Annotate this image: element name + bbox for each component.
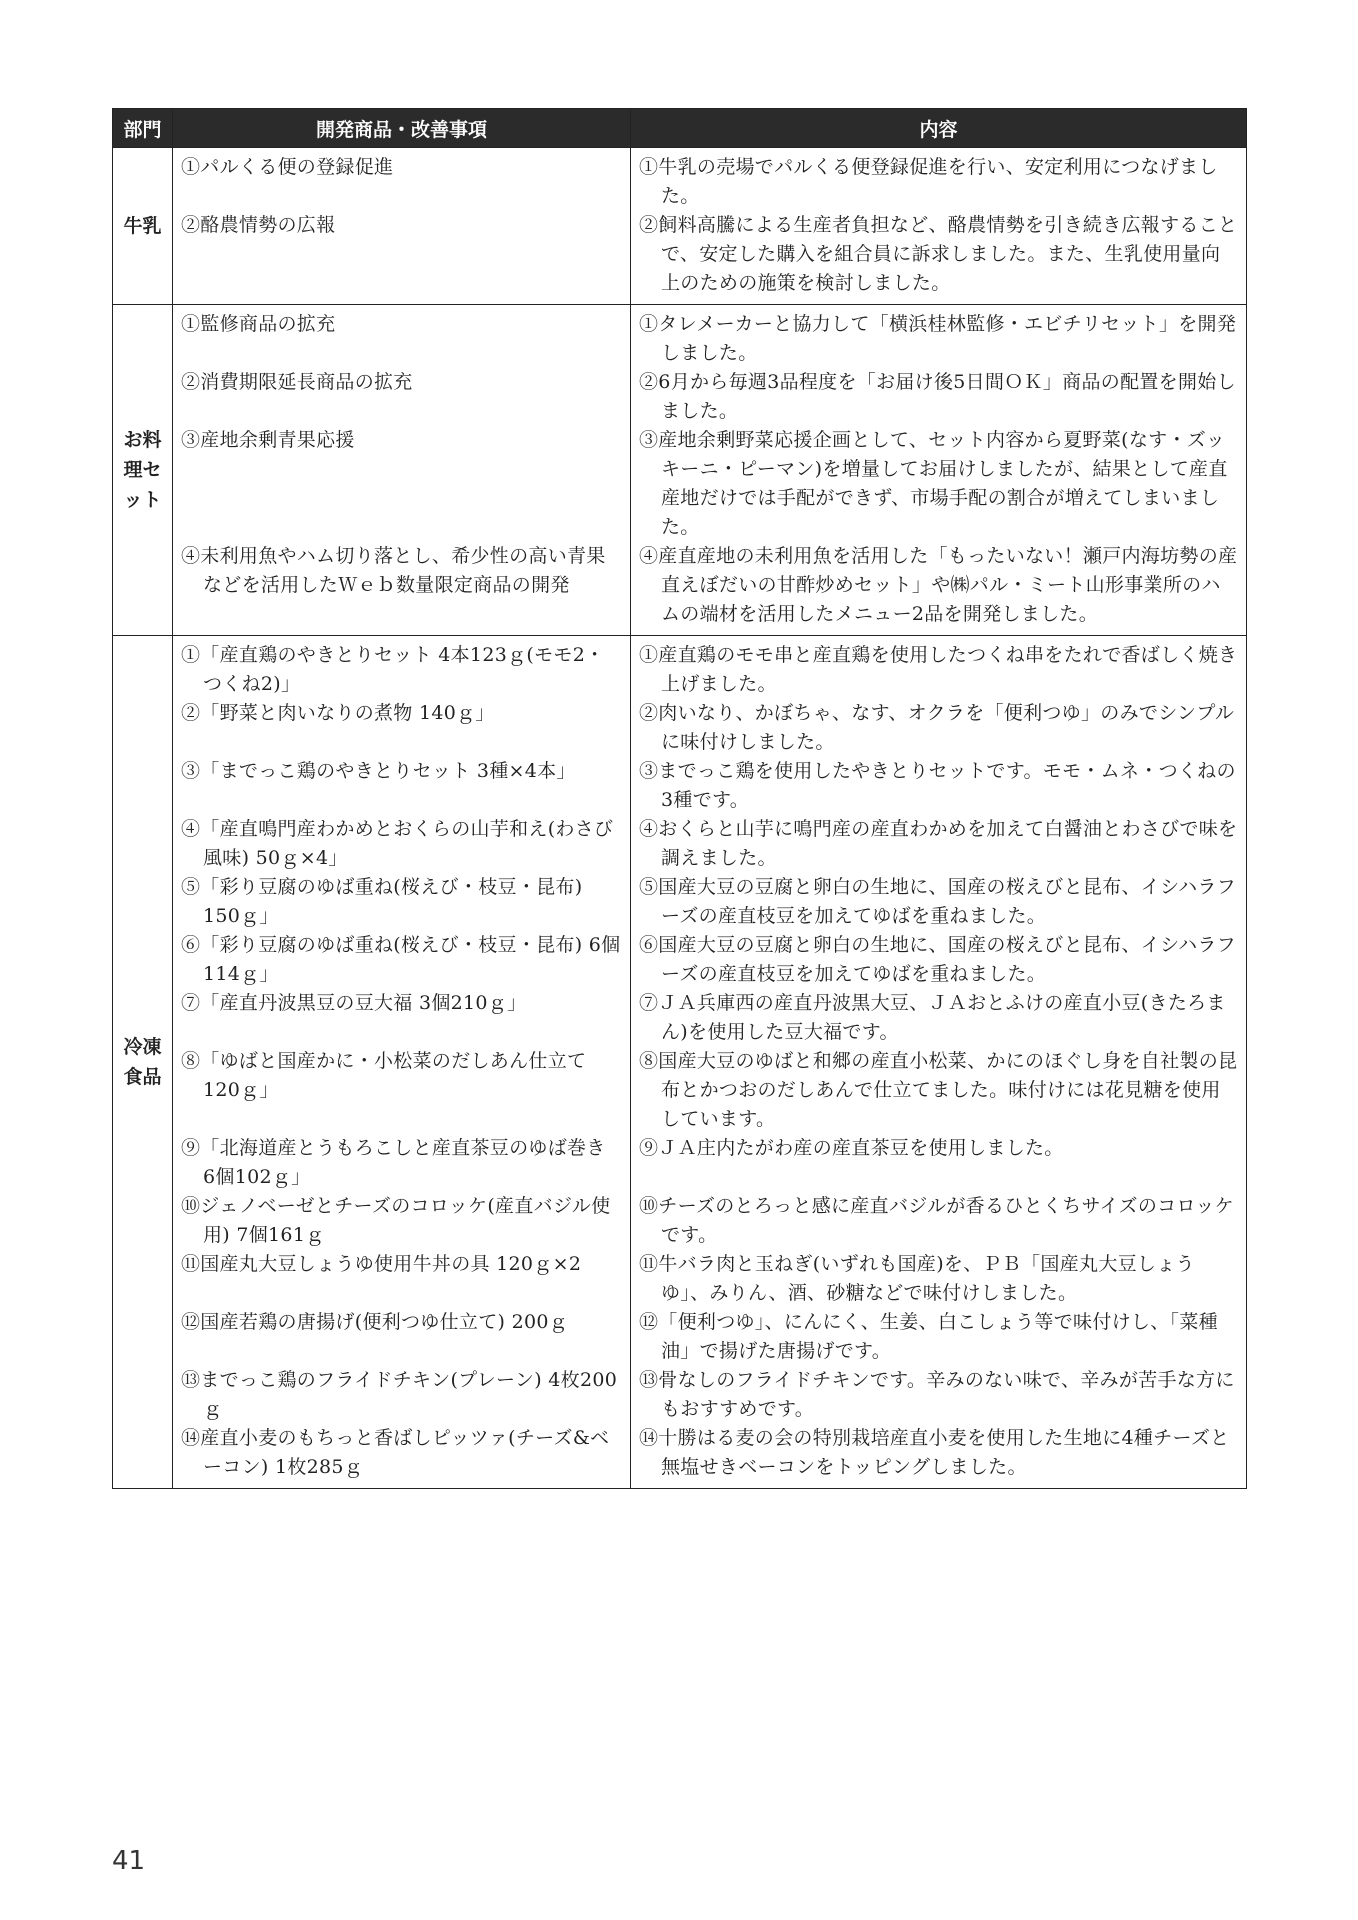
item-entry: ⑫国産若鶏の唐揚げ(便利つゆ仕立て) 200ｇ	[181, 1311, 569, 1333]
header-items: 開発商品・改善事項	[173, 109, 631, 148]
content-cell	[631, 636, 1247, 1489]
table-header-row	[113, 109, 1247, 148]
item-entry: ④「産直鳴門産わかめとおくらの山芋和え(わさび風味) 50ｇ×4」	[181, 818, 614, 869]
product-improvement-table	[112, 108, 1247, 1489]
content-entry: ①産直鶏のモモ串と産直鶏を使用したつくね串をたれで香ばしく焼き上げました。	[639, 644, 1238, 695]
items-cell	[173, 148, 631, 305]
content-entry: ①タレメーカーと協力して「横浜桂林監修・エビチリセット」を開発しました。	[639, 313, 1237, 364]
items-cell	[173, 636, 631, 1489]
content-entry: ⑤国産大豆の豆腐と卵白の生地に、国産の桜えびと昆布、イシハラフーズの産直枝豆を加えてゆばを重ねました。	[639, 876, 1236, 927]
content-entry: ⑦ＪＡ兵庫西の産直丹波黒大豆、ＪＡおとふけの産直小豆(きたろまん)を使用した豆大福です。	[639, 992, 1226, 1043]
item-entry: ①「産直鶏のやきとりセット 4本123ｇ(モモ2・つくね2)」	[181, 644, 605, 695]
items-cell	[173, 305, 631, 636]
content-entry: ⑪牛バラ肉と玉ねぎ(いずれも国産)を、ＰＢ「国産丸大豆しょうゆ」、みりん、酒、砂糖などで味付けしました。	[639, 1253, 1195, 1304]
content-entry: ①牛乳の売場でパルくる便登録促進を行い、安定利用につなげました。	[639, 156, 1218, 207]
content-entry: ④おくらと山芋に鳴門産の産直わかめを加えて白醤油とわさびで味を調えました。	[639, 818, 1238, 869]
content-entry: ⑭十勝はる麦の会の特別栽培産直小麦を使用した生地に4種チーズと無塩せきベーコンをトッピングしました。	[639, 1427, 1230, 1478]
item-entry: ①監修商品の拡充	[181, 313, 336, 335]
content-entry: ②飼料高騰による生産者負担など、酪農情勢を引き続き広報することで、安定した購入を組合員に訴求しました。また、生乳使用量向上のための施策を検討しました。	[639, 214, 1238, 294]
content-cell	[631, 148, 1247, 305]
section-row-milk	[113, 148, 1247, 305]
item-entry: ⑦「産直丹波黒豆の豆大福 3個210ｇ」	[181, 992, 527, 1014]
dept-cell: 冷凍 食品	[113, 636, 173, 1489]
section-row-frozen-food	[113, 636, 1247, 1489]
item-entry: ⑭産直小麦のもちっと香ばしピッツァ(チーズ&ベーコン) 1枚285ｇ	[181, 1427, 610, 1478]
content-cell	[631, 305, 1247, 636]
item-entry: ⑪国産丸大豆しょうゆ使用牛丼の具 120ｇ×2	[181, 1253, 582, 1275]
item-entry: ⑬までっこ鶏のフライドチキン(プレーン) 4枚200ｇ	[181, 1369, 618, 1420]
content-entry: ③産地余剰野菜応援企画として、セット内容から夏野菜(なす・ズッキーニ・ピーマン)を増量してお届けしましたが、結果として産直産地だけでは手配ができず、市場手配の割合が増えてしまいました。	[639, 429, 1228, 538]
item-entry: ③「までっこ鶏のやきとりセット 3種×4本」	[181, 760, 576, 782]
content-entry: ⑬骨なしのフライドチキンです。辛みのない味で、辛みが苦手な方にもおすすめです。	[639, 1369, 1235, 1420]
content-entry: ④産直産地の未利用魚を活用した「もったいない！瀬戸内海坊勢の産直えぼだいの甘酢炒めセット」や㈱パル・ミート山形事業所のハムの端材を活用したメニュー2品を開発しました。	[639, 545, 1238, 625]
content-entry: ③までっこ鶏を使用したやきとりセットです。モモ・ムネ・つくねの3種です。	[639, 760, 1236, 811]
item-entry: ⑧「ゆばと国産かに・小松菜のだしあん仕立て 120ｇ」	[181, 1050, 587, 1101]
content-entry: ⑫「便利つゆ」、にんにく、生姜、白こしょう等で味付けし、「菜種油」で揚げた唐揚げです。	[639, 1311, 1218, 1362]
page-number: 41	[112, 1846, 146, 1876]
item-entry: ⑩ジェノベーゼとチーズのコロッケ(産直バジル使用) 7個161ｇ	[181, 1195, 611, 1246]
header-content: 内容	[631, 109, 1247, 148]
item-entry: ⑥「彩り豆腐のゆば重ね(桜えび・枝豆・昆布) 6個114ｇ」	[181, 934, 621, 985]
content-entry: ⑨ＪＡ庄内たがわ産の産直茶豆を使用しました。	[639, 1137, 1064, 1159]
item-entry: ②酪農情勢の広報	[181, 214, 336, 236]
item-entry: ②「野菜と肉いなりの煮物 140ｇ」	[181, 702, 495, 724]
dept-cell: お料 理セ ット	[113, 305, 173, 636]
item-entry: ②消費期限延長商品の拡充	[181, 371, 413, 393]
dept-cell: 牛乳	[113, 148, 173, 305]
section-row-meal-kit	[113, 305, 1247, 636]
item-entry: ①パルくる便の登録促進	[181, 156, 394, 178]
item-entry: ③産地余剰青果応援	[181, 429, 355, 451]
header-dept: 部門	[113, 109, 173, 148]
item-entry: ④未利用魚やハム切り落とし、希少性の高い青果などを活用したＷｅｂ数量限定商品の開発	[181, 545, 606, 596]
item-entry: ⑤「彩り豆腐のゆば重ね(桜えび・枝豆・昆布) 150ｇ」	[181, 876, 583, 927]
content-entry: ②肉いなり、かぼちゃ、なす、オクラを「便利つゆ」のみでシンプルに味付けしました。	[639, 702, 1235, 753]
content-entry: ②6月から毎週3品程度を「お届け後5日間ＯＫ」商品の配置を開始しました。	[639, 371, 1236, 422]
item-entry: ⑨「北海道産とうもろこしと産直茶豆のゆば巻き 6個102ｇ」	[181, 1137, 606, 1188]
content-entry: ⑩チーズのとろっと感に産直バジルが香るひとくちサイズのコロッケです。	[639, 1195, 1234, 1246]
content-entry: ⑧国産大豆のゆばと和郷の産直小松菜、かにのほぐし身を自社製の昆布とかつおのだしあんで仕立てました。味付けには花見糖を使用しています。	[639, 1050, 1238, 1130]
content-entry: ⑥国産大豆の豆腐と卵白の生地に、国産の桜えびと昆布、イシハラフーズの産直枝豆を加えてゆばを重ねました。	[639, 934, 1236, 985]
